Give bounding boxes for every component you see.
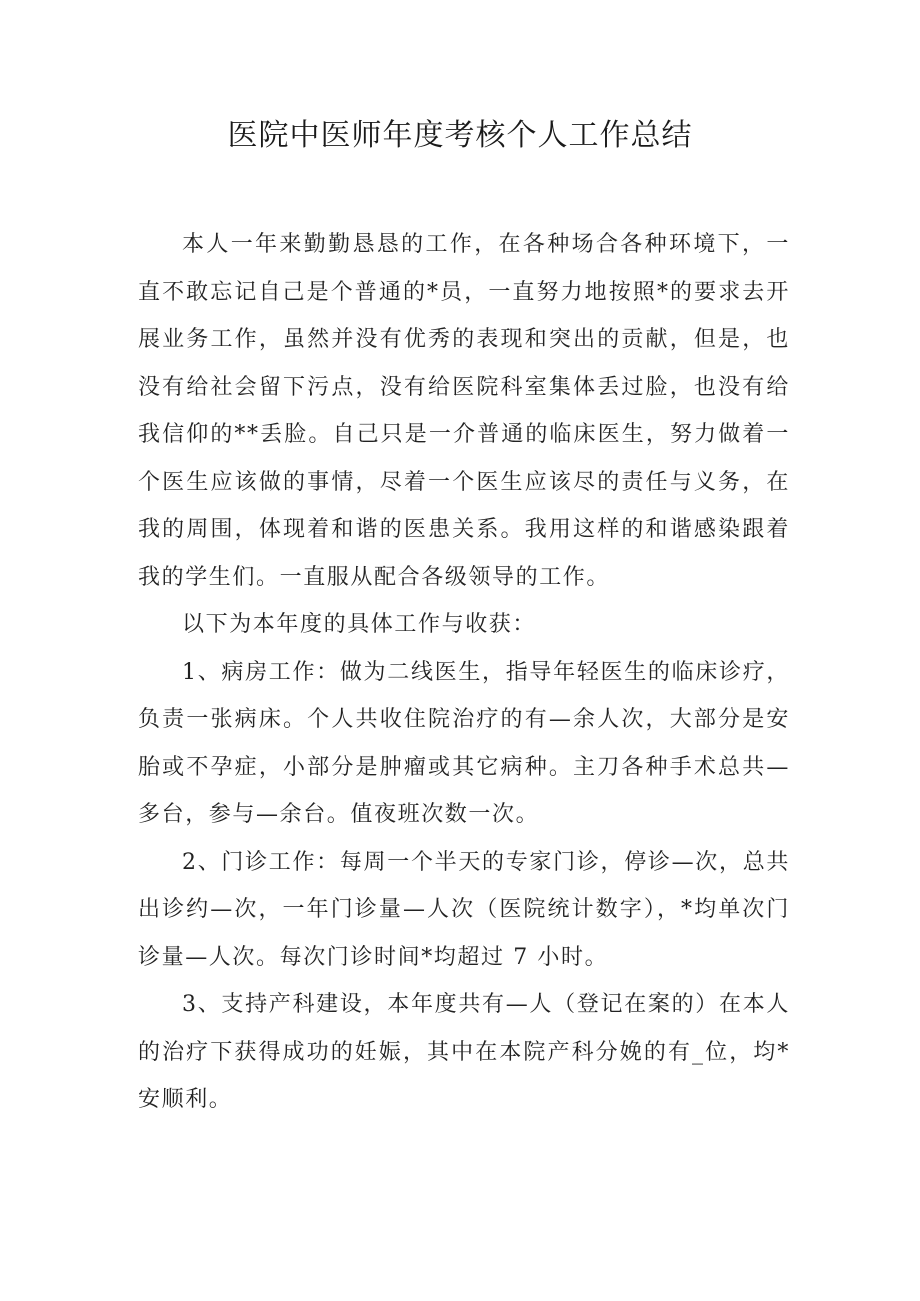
paragraph-work-summary-lead: 以下为本年度的具体工作与收获： bbox=[182, 612, 537, 637]
paragraph-obstetrics-support: 3、支持产科建设，本年度共有—人（登记在案的）在本人的治疗下获得成功的妊娠，其中在本院产科分娩的有_位，均*安顺利。 bbox=[138, 992, 790, 1112]
paragraph-intro: 本人一年来勤勤恳恳的工作，在各种场合各种环境下，一直不敢忘记自己是个普通的*员，一直努力地按照*的要求去开展业务工作，虽然并没有优秀的表现和突出的贡献，但是，也没有给社会留下污点，没有给医院科室集体丢过脸，也没有给我信仰的**丢脸。自己只是一介普通的临床医生，努力做着一个医生应该做的事情，尽着一个医生应该尽的责任与义务，在我的周围，体现着和谐的医患关系。我用这样的和谐感染跟着我的学生们。一直服从配合各级领导的工作。 bbox=[138, 232, 790, 590]
document-body bbox=[138, 221, 790, 1124]
document-title: 医院中医师年度考核个人工作总结 bbox=[227, 118, 693, 153]
paragraph-outpatient-work: 2、门诊工作：每周一个半天的专家门诊，停诊—次，总共出诊约—次，一年门诊量—人次（医院统计数字），*均单次门诊量—人次。每次门诊时间*均超过 7 小时。 bbox=[138, 849, 790, 970]
paragraph-ward-work: 1、病房工作：做为二线医生，指导年轻医生的临床诊疗，负责一张病床。个人共收住院治疗的有—余人次，大部分是安胎或不孕症，小部分是肿瘤或其它病种。主刀各种手术总共—多台，参与—余台。值夜班次数一次。 bbox=[138, 659, 790, 827]
